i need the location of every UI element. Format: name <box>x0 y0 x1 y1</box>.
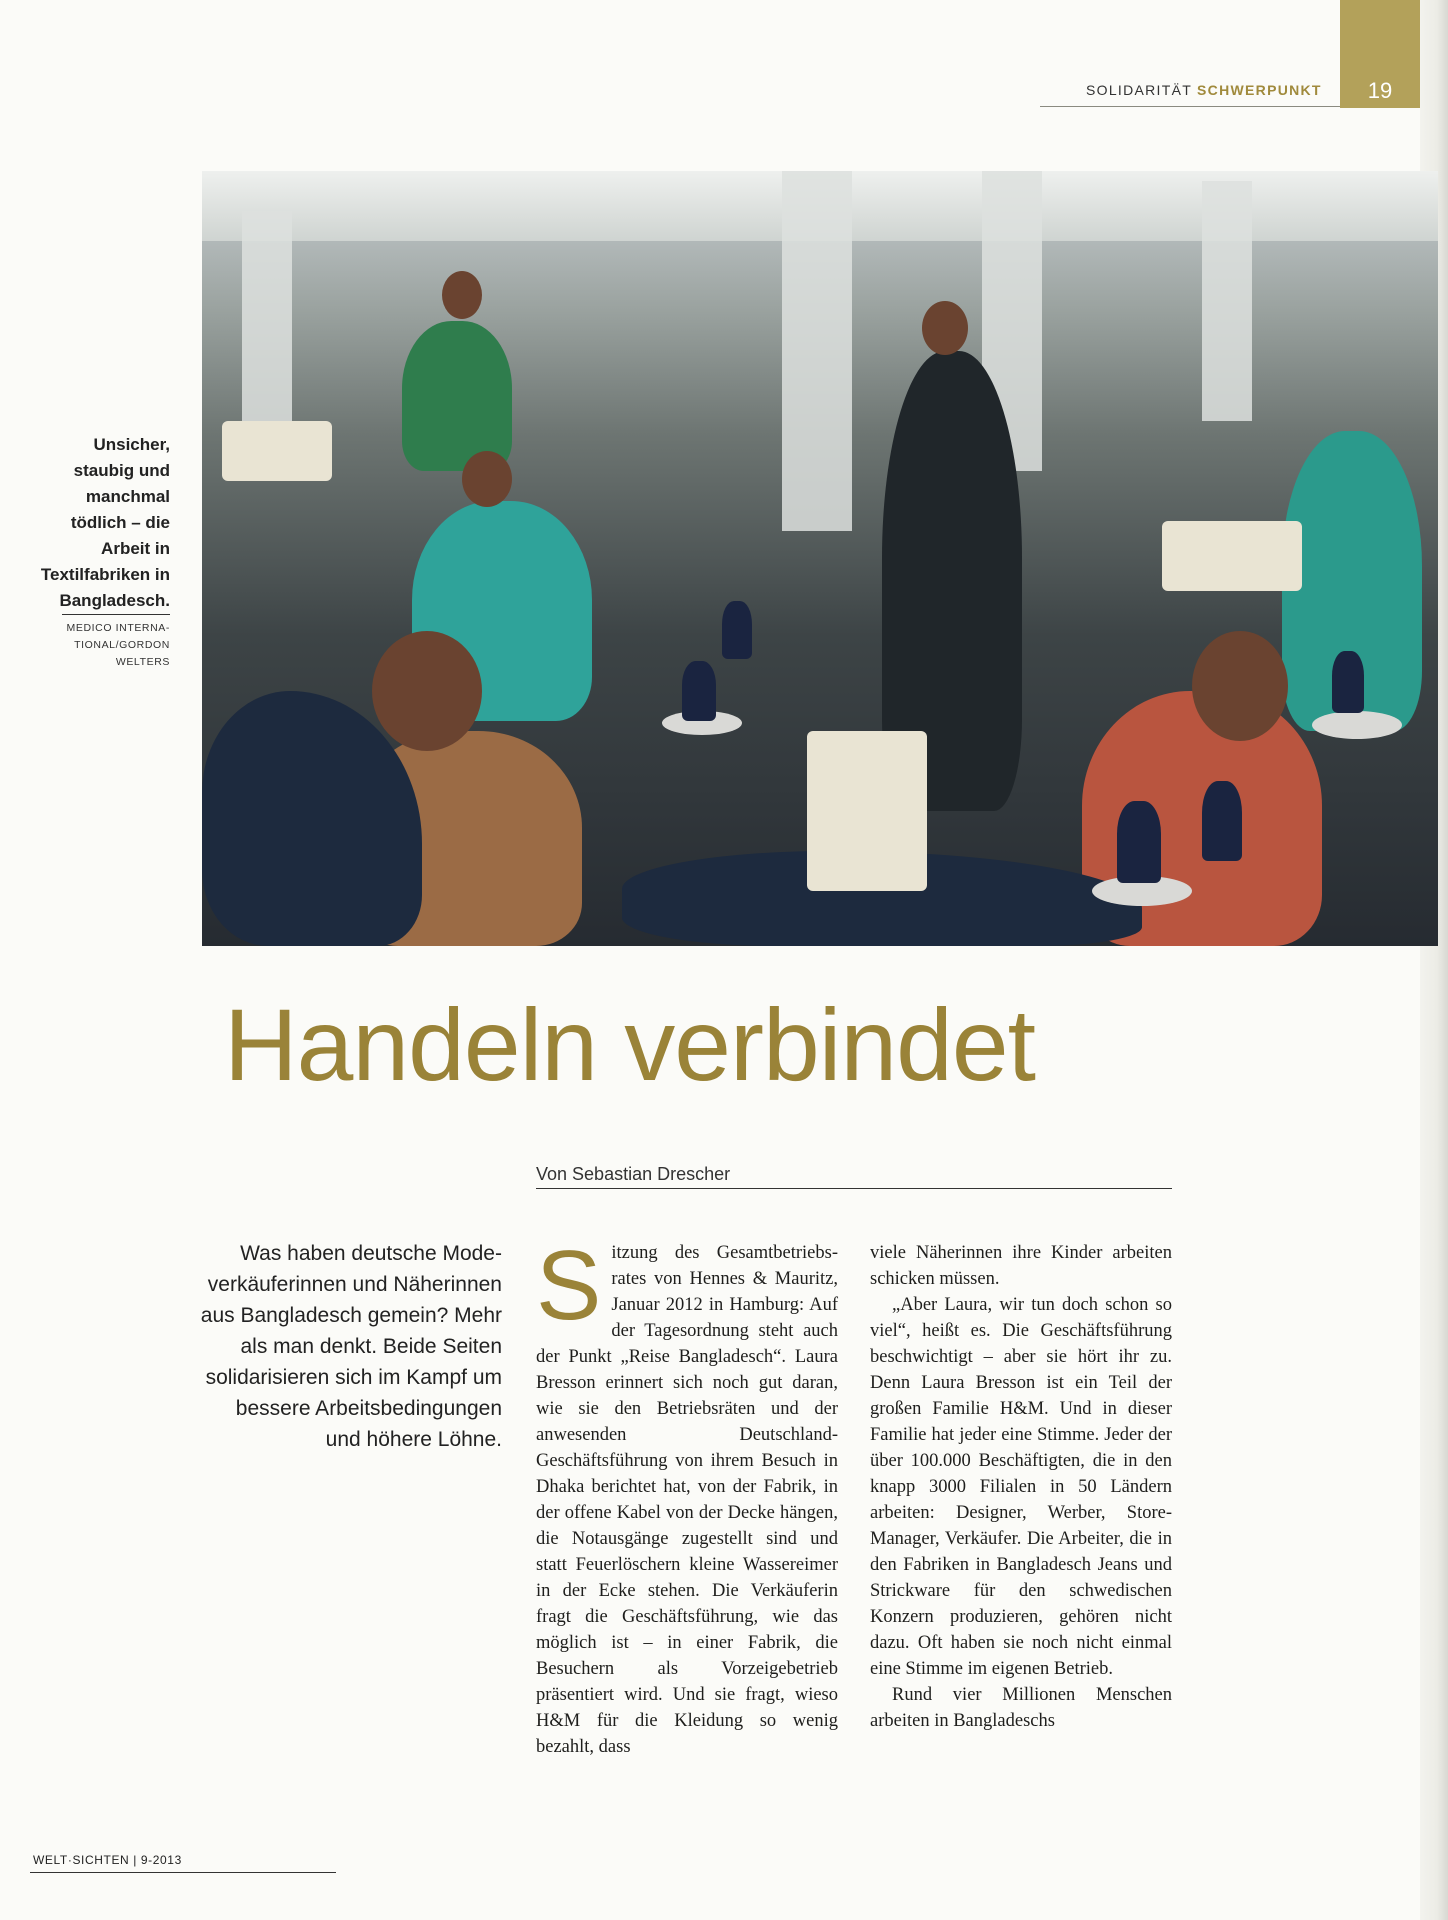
column-2-paragraph-1: viele Näherinnen ihre Kinder arbeiten schicken müssen. <box>870 1243 1172 1289</box>
photo-sewing-machine <box>1162 521 1302 591</box>
article-headline: Handeln verbindet <box>224 988 1035 1102</box>
photo-sewing-machine <box>807 731 927 891</box>
photo-caption: Unsicher, staubig und manchmal tödlich – die Arbeit in Textilfabriken in Bangladesch. <box>40 435 170 610</box>
footer-rule <box>30 1872 336 1873</box>
header-rule <box>1040 106 1340 107</box>
photo-head <box>442 271 482 319</box>
column-1-text: itzung des Gesamtbetriebsrates von Hennes & Mauritz, Januar 2012 in Hamburg: Auf der Tagesordnung steht auch der Punkt „Reise Bangladesch“. Laura Bresson erinnert sich noch gut daran, wie sie den Betriebsräten und der anwesenden Deutschland-Geschäftsführung von ihrem Besuch in Dhaka berichtet hat, von der Fabrik, in der offene Kabel von der Decke hängen, die Notausgänge zugestellt sind und statt Feuerlöschern kleine Wassereimer in der Ecke stehen. Die Verkäuferin fragt die Geschäftsführung, wie das möglich ist – in einer Fabrik, die Besuchern als Vorzeigebetrieb präsentiert wird. Und sie fragt, wieso H&M für die Kleidung so wenig bezahlt, dass <box>536 1243 838 1757</box>
header-topic: SCHWERPUNKT <box>1197 82 1322 98</box>
photo-credit: MEDICO INTERNA-TIONAL/GORDON WELTERS <box>66 622 170 668</box>
factory-photo <box>202 171 1438 946</box>
drop-cap: S <box>536 1230 602 1340</box>
photo-thread-spool <box>1202 781 1242 861</box>
photo-sewing-machine <box>222 421 332 481</box>
article-teaser: Was haben deutsche Modeverkäuferinnen und Näherinnen aus Bangladesch gemein? Mehr als man denkt. Beide Seiten solidarisieren sich im Kampf um bessere Arbeitsbedingungen und höhere Löhne. <box>200 1242 502 1451</box>
photo-thread-spool <box>682 661 716 721</box>
photo-thread-spool <box>1332 651 1364 713</box>
photo-head <box>372 631 482 751</box>
photo-head <box>922 301 968 355</box>
caption-rule <box>62 614 170 615</box>
photo-pillar <box>1202 181 1252 421</box>
running-header <box>1086 82 1322 98</box>
byline-rule <box>536 1188 1172 1189</box>
photo-head <box>462 451 512 507</box>
article-column-2 <box>870 1240 1172 1734</box>
publication-footer: WELT·SICHTEN | 9-2013 <box>33 1853 182 1867</box>
article-byline: Von Sebastian Drescher <box>536 1164 731 1184</box>
photo-thread-spool <box>722 601 752 659</box>
photo-pillar <box>782 171 852 531</box>
article-column-1 <box>536 1230 838 1760</box>
header-section: SOLIDARITÄT <box>1086 82 1192 98</box>
column-2-paragraph-2: „Aber Laura, wir tun doch schon so viel“, heißt es. Die Geschäftsführung beschwichtigt – aber sie hört ihr zu. Denn Laura Bresson ist ein Teil der großen Familie H&M. Und in dieser Familie hat jeder eine Stimme. Jeder der über 100.000 Beschäftigten, die in den knapp 3000 Filialen in 50 Ländern arbeiten: Designer, Werber, Store-Manager, Verkäufer. Die Arbeiter, die in den Fabriken in Bangladesch Jeans und Strickware für den schwedischen Konzern produzieren, gehören nicht dazu. Oft haben sie noch nicht einmal eine Stimme im eigenen Betrieb. <box>870 1295 1172 1679</box>
photo-head <box>1192 631 1288 741</box>
column-2-paragraph-3: Rund vier Millionen Menschen arbeiten in Bangladeschs <box>870 1685 1172 1731</box>
photo-thread-spool <box>1117 801 1161 883</box>
photo-thread-stand <box>1312 711 1402 739</box>
page-number: 19 <box>1340 0 1420 108</box>
photo-worker <box>402 321 512 471</box>
